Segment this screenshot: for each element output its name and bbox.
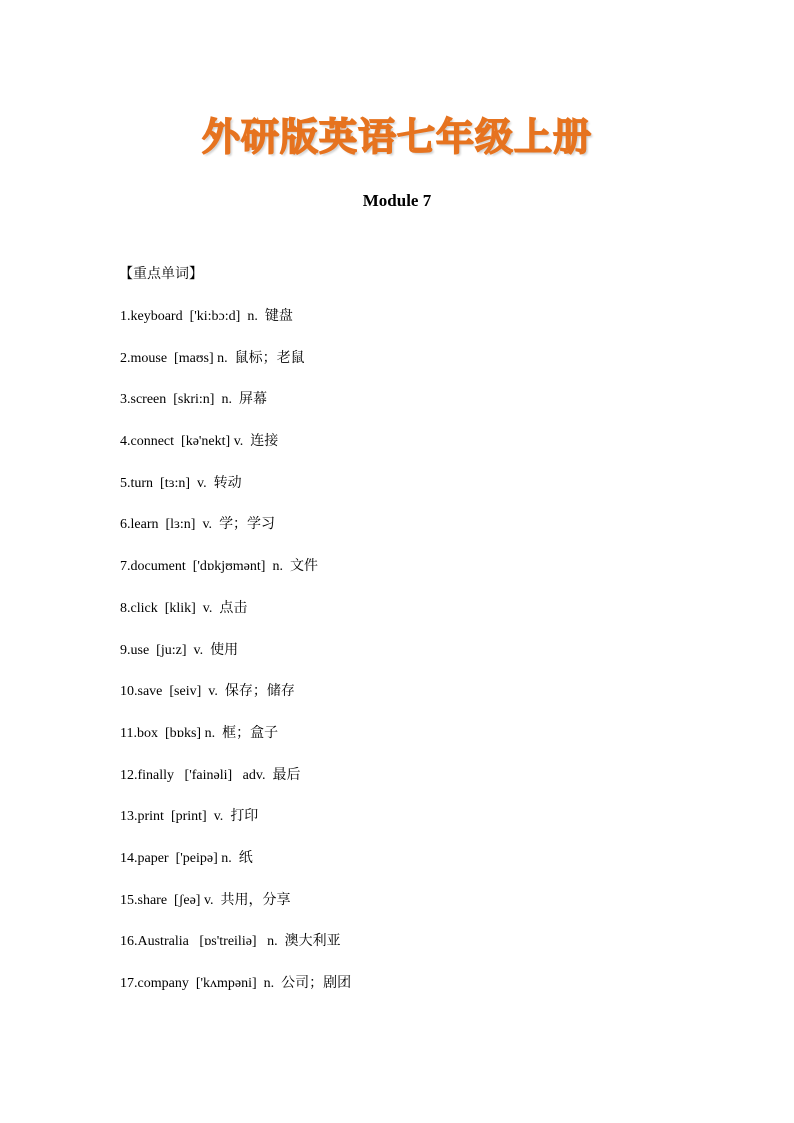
- vocabulary-item: [120, 347, 351, 389]
- vocabulary-meaning: 纸: [238, 849, 253, 866]
- vocabulary-item: [120, 972, 351, 1014]
- vocabulary-entry: 10.save [seiv] v.: [120, 684, 225, 700]
- vocabulary-item: [120, 388, 351, 430]
- vocabulary-item: [120, 472, 351, 514]
- vocabulary-entry: 7.document ['dɒkjʊmənt] n.: [120, 559, 290, 575]
- vocabulary-item: [120, 847, 351, 889]
- vocabulary-item: [120, 597, 351, 639]
- vocabulary-entry: 4.connect [kə'nekt] v.: [120, 434, 251, 450]
- vocabulary-meaning: 点击: [219, 599, 248, 616]
- vocabulary-meaning: 公司；剧团: [281, 975, 352, 991]
- vocabulary-entry: 12.finally ['fainəli] adv.: [120, 767, 273, 783]
- vocabulary-entry: 13.print [print] v.: [120, 809, 231, 825]
- vocabulary-entry: 2.mouse [maʊs] n.: [120, 350, 235, 366]
- vocabulary-meaning: 学；学习: [219, 516, 276, 533]
- vocabulary-item: [120, 555, 351, 597]
- vocabulary-entry: 3.screen [skri:n] n.: [120, 392, 239, 408]
- vocabulary-meaning: 保存；储存: [224, 683, 295, 700]
- vocabulary-entry: 15.share [ʃeə] v.: [120, 892, 221, 908]
- vocabulary-meaning: 鼠标；老鼠: [234, 349, 305, 366]
- vocabulary-item: [120, 930, 351, 972]
- vocabulary-meaning: 使用: [210, 641, 239, 658]
- vocabulary-meaning: 打印: [230, 808, 259, 825]
- vocabulary-item: [120, 805, 351, 847]
- vocabulary-item: [120, 513, 351, 555]
- vocabulary-meaning: 文件: [289, 558, 318, 575]
- vocabulary-meaning: 共用，分享: [220, 891, 291, 908]
- vocabulary-entry: 8.click [klik] v.: [120, 600, 220, 616]
- module-heading: Module 7: [362, 191, 432, 210]
- vocabulary-entry: 16.Australia [ɒs'treiliə] n.: [120, 934, 285, 950]
- vocabulary-item: [120, 430, 351, 472]
- vocabulary-item: [120, 639, 351, 681]
- vocabulary-meaning: 键盘: [264, 308, 293, 324]
- vocabulary-entry: 17.company ['kʌmpəni] n.: [120, 976, 282, 991]
- vocabulary-item: [120, 764, 351, 806]
- vocabulary-item: [120, 305, 351, 347]
- vocabulary-list: [120, 305, 351, 1014]
- section-label: 【重点单词】: [119, 266, 203, 282]
- vocabulary-entry: 9.use [ju:z] v.: [120, 642, 211, 658]
- vocabulary-entry: 11.box [bɒks] n.: [120, 725, 223, 741]
- vocabulary-item: [120, 722, 351, 764]
- vocabulary-meaning: 澳大利亚: [284, 933, 341, 950]
- vocabulary-meaning: 转动: [213, 474, 242, 491]
- vocabulary-entry: 6.learn [lɜ:n] v.: [120, 517, 220, 533]
- vocabulary-meaning: 连接: [250, 433, 279, 450]
- vocabulary-meaning: 屏幕: [238, 391, 267, 408]
- vocabulary-meaning: 最后: [272, 766, 301, 783]
- vocabulary-entry: 1.keyboard ['ki:bɔ:d] n.: [120, 309, 265, 324]
- vocabulary-meaning: 框；盒子: [222, 724, 279, 741]
- vocabulary-entry: 5.turn [tɜ:n] v.: [120, 475, 214, 491]
- vocabulary-item: [120, 889, 351, 931]
- vocabulary-entry: 14.paper ['peipə] n.: [120, 850, 239, 866]
- page-title: 外研版英语七年级上册: [201, 115, 592, 159]
- vocabulary-item: [120, 680, 351, 722]
